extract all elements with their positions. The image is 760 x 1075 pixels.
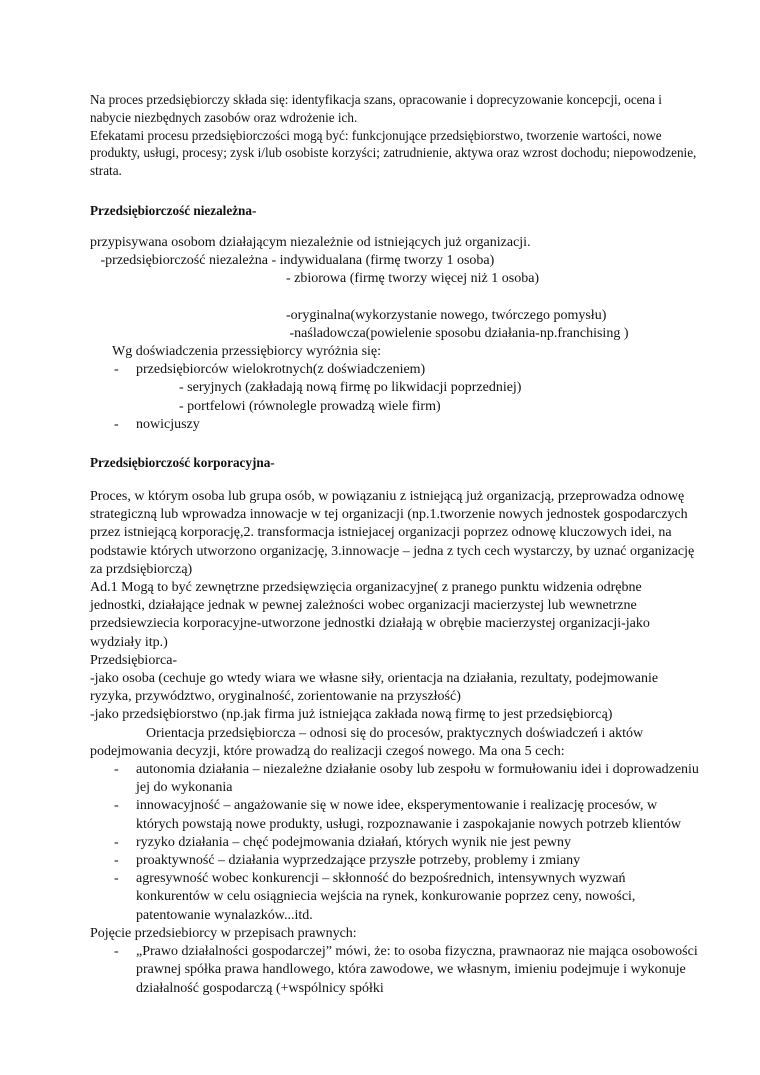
section-heading-independent: Przedsiębiorczość niezależna- [90,202,257,218]
entrepreneur-as-company: -jako przedsiębiorstwo (np.jak firma już istniejąca zakłada nową firmę to jest przedsiębiorcą) [90,707,613,723]
experience-item-novice: nowicjuszy [136,416,200,432]
independent-individual: -przedsiębiorczość niezależna - indywidualana (firmę tworzy 1 osoba) [90,253,495,269]
entrepreneur-as-person: -jako osoba (cechuje go wtedy wiara we własne siły, orientacja na działania, rezultaty, podejmowanie ryzyka, przywództwo, oryginalność, zorientowanie na przyszłość) [90,671,659,705]
list-item: - innowacyjność – angażowanie się w nowe idee, eksperymentowanie i realizację procesów, w których powstają nowe produkty, usługi, rozpoznawanie i zaspokajanie nowych potrzeb klientów [90,797,700,833]
experience-sub-portfolio: - portfelowi (równolegle prowadzą wiele firm) [179,398,441,414]
list-item [90,361,700,416]
intro-paragraph-2: Efekatami procesu przedsiębiorczości mogą być: funkcjonujące przedsiębiorstwo, tworzenie wartości, nowe produkty, usługi, procesy; zysk i/lub osobiste korzyści; zatrudnienie, aktywa oraz wzrost dochodu; niepowodzenie, strata. [90,127,697,179]
intro-block [90,91,700,180]
document-page [90,91,700,998]
list-item [90,416,700,434]
independent-collective: - zbiorowa (firmę tworzy więcej niż 1 osoba) [286,271,540,287]
section-independent-body [90,234,700,434]
corporate-ad1: Ad.1 Mogą to być zewnętrzne przedsięwzięcia organizacyjne( z pranego punktu widzenia odrębne jednostki, działające jednak w pewnej zależności wobec organizacji macierzystej lub wewnetrzne przedsiewziecia korporacyjne-utworzone jednostki działają w obrębie macierzystej organizacji-jako wydziały itp.) [90,580,650,650]
orientation-features-list [90,761,700,925]
experience-item-multiple: przedsiębiorców wielokrotnych(z doświadczeniem) [136,362,426,378]
list-item: - agresywność wobec konkurencji – skłonność do bezpośrednich, intensywnych wyzwań konkurentów w celu osiągniecia wejścia na rynek, konkurowanie poprzez ceny, nowości, patentowanie wynalazków...itd. [90,870,700,925]
experience-list [90,361,700,434]
list-item: - ryzyko działania – chęć podejmowania działań, których wynik nie jest pewny [90,834,700,852]
list-item: - proaktywność – działania wyprzedzające przyszłe potrzeby, problemy i zmiany [90,852,700,870]
entrepreneurial-orientation: Orientacja przedsiębiorcza – odnosi się do procesów, praktycznych doświadczeń i aktów podejmowania decyzji, które prowadzą do realizacji czegoś nowego. Ma ona 5 cech: [90,725,644,759]
entrepreneur-label: Przedsiębiorca- [90,652,178,668]
independent-original: -oryginalna(wykorzystanie nowego, twórczego pomysłu) [286,307,607,323]
legal-definition-intro: Pojęcie przedsiebiorcy w przepisach prawnych: [90,925,357,941]
independent-imitative: -naśladowcza(powielenie sposobu działania-np.franchising ) [286,325,629,341]
experience-sub-serial: - seryjnych (zakładają nową firmę po likwidacji poprzedniej) [179,380,522,396]
list-item: - autonomia działania – niezależne działanie osoby lub zespołu w formułowaniu idei i doprowadzeniu jej do wykonania [90,761,700,797]
section-heading-corporate: Przedsiębiorczość korporacyjna- [90,455,275,471]
list-item: - „Prawo działalności gospodarczej” mówi, że: to osoba fizyczna, prawnaoraz nie mająca osobowości prawnej spółka prawa handlowego, która zawodowe, we własnym, imieniu podejmuje i wykonuje działalność gospodarczą (+wspólnicy spółki [90,943,700,998]
experience-intro: Wg doświadczenia przessiębiorcy wyróżnia się: [112,344,382,359]
intro-paragraph-1: Na proces przedsiębiorczy składa się: identyfikacja szans, opracowanie i doprecyzowanie koncepcji, ocena i nabycie niezbędnych zasobów oraz wdrożenie ich. [90,92,662,125]
independent-definition: przypisywana osobom działającym niezależnie od istniejących już organizacji. [90,234,531,250]
legal-definition-list [90,943,700,998]
section-corporate-body [90,488,700,998]
corporate-definition: Proces, w którym osoba lub grupa osób, w powiązaniu z istniejącą już organizacją, przeprowadza odnowę strategiczną lub wprowadza innowacje w tej organizacji (np.1.tworzenie nowych jednostek gospodarczych przez istniejącą korporację,2. transformacja istniejacej organizacji poprzez odnowę kluczowych idei, na podstawie których utworzono organizację, 3.innowacje – jedna z tych cech wystarczy, by uznać organizację za przdsiębiorczą) [90,489,695,577]
